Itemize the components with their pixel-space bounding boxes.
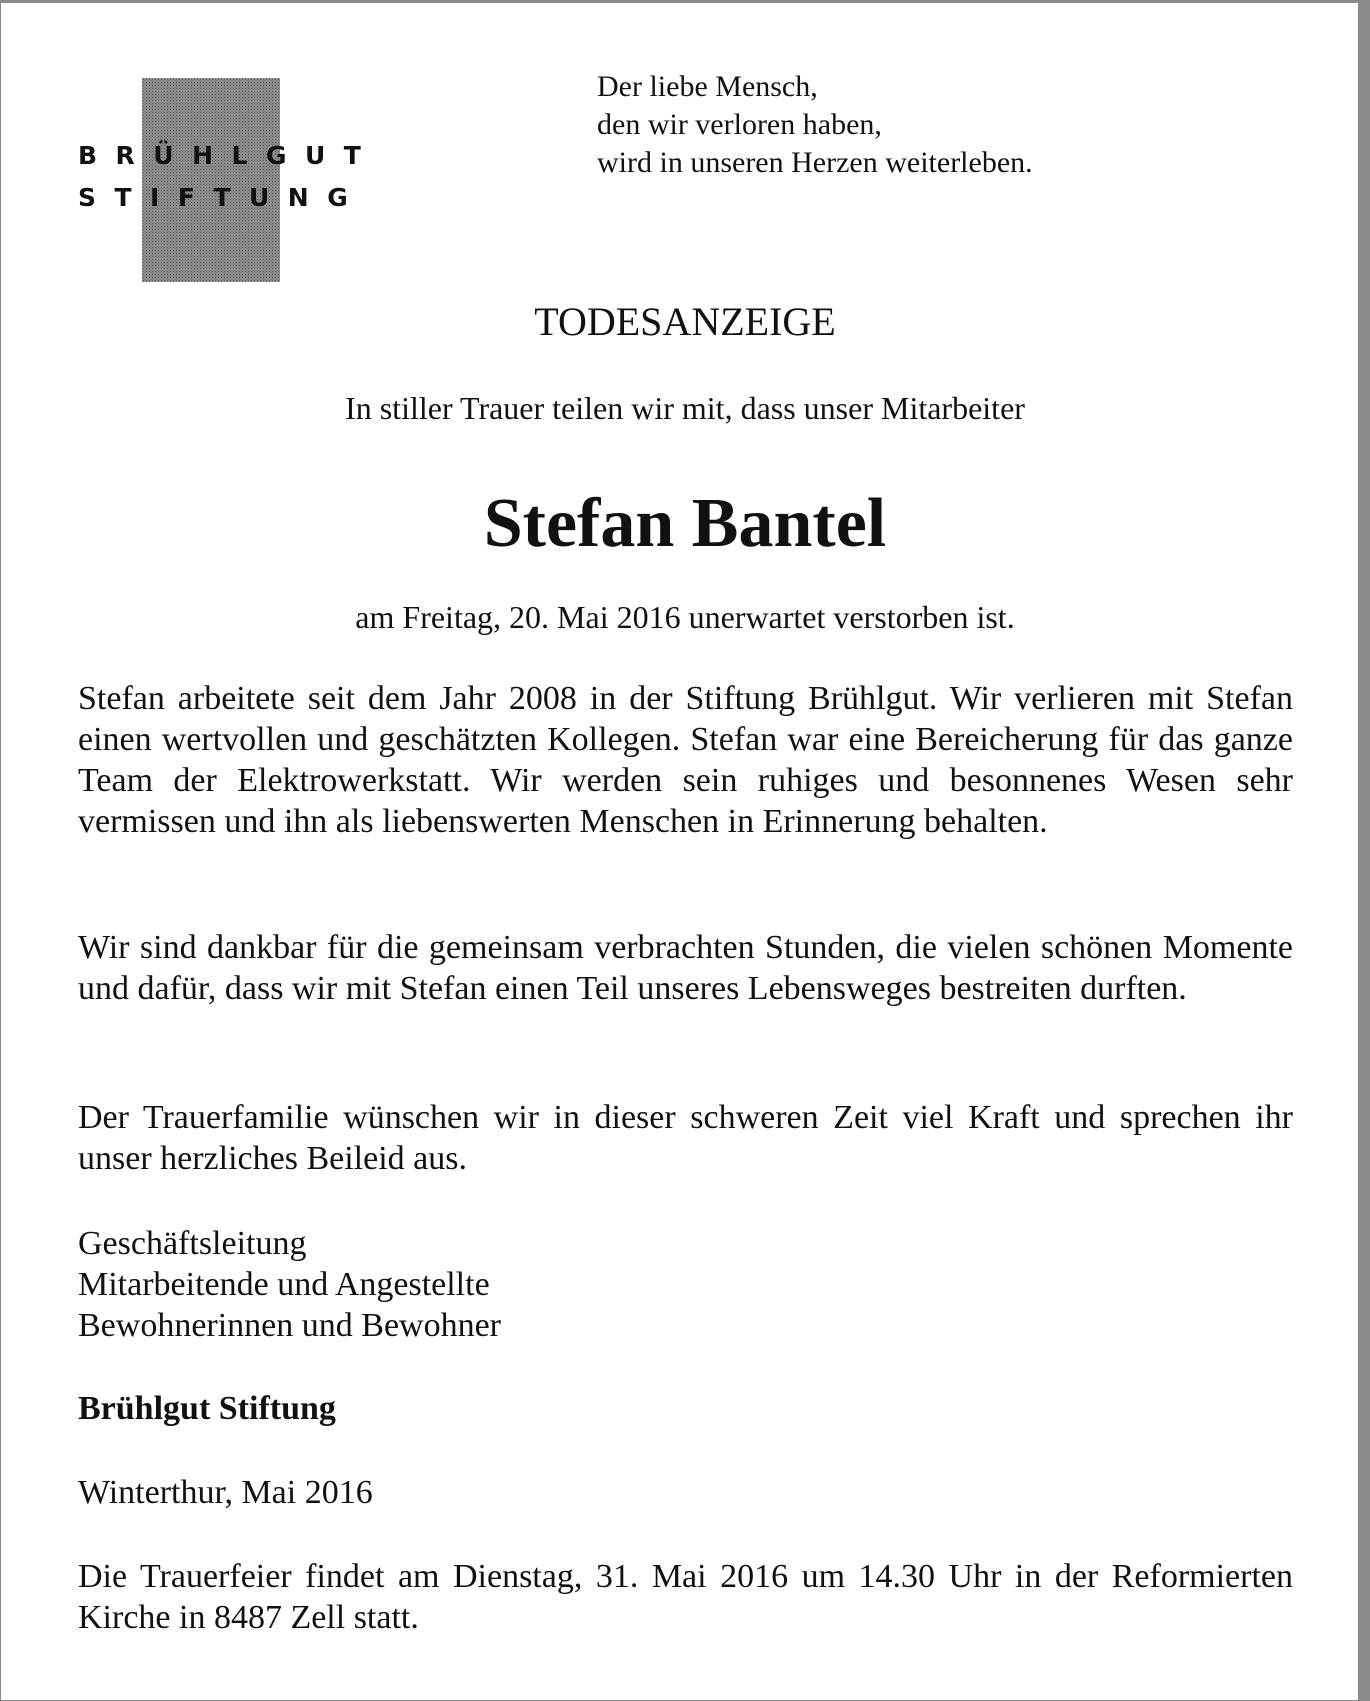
place-and-date: Winterthur, Mai 2016: [78, 1474, 373, 1511]
memorial-quote: [597, 68, 1157, 182]
logo-halftone-pattern: [142, 78, 280, 282]
deceased-name: Stefan Bantel: [483, 485, 887, 562]
signer: Mitarbeitende und Angestellte: [78, 1266, 490, 1303]
signer: Bewohnerinnen und Bewohner: [78, 1307, 502, 1344]
date-of-death-text: am Freitag, 20. Mai 2016 unerwartet verstorben ist.: [355, 599, 1015, 635]
ceremony-info: Die Trauerfeier findet am Dienstag, 31. Mai 2016 um 14.30 Uhr in der Reformierten Kirche in 8487 Zell statt.: [78, 1558, 1293, 1636]
logo-text-line-1: BRÜHLGUT: [78, 141, 380, 170]
notice-title: TODESANZEIGE: [534, 299, 836, 344]
logo-text-line-2: STIFTUNG: [78, 183, 367, 212]
paragraph-gratitude: Wir sind dankbar für die gemeinsam verbrachten Stunden, die vielen schönen Momente und dafür, dass wir mit Stefan einen Teil unseres Lebensweges bestreiten durften.: [78, 929, 1293, 1007]
signers-list: [78, 1223, 501, 1346]
quote-line: den wir verloren haben,: [597, 108, 882, 141]
quote-line: Der liebe Mensch,: [597, 70, 818, 103]
intro-text: In stiller Trauer teilen wir mit, dass unser Mitarbeiter: [345, 390, 1025, 426]
bruehlgut-stiftung-logo: [78, 78, 380, 284]
paragraph-tribute: Stefan arbeitete seit dem Jahr 2008 in der Stiftung Brühlgut. Wir verlieren mit Stefan einen wertvollen und geschätzten Kollegen. Stefan war eine Bereicherung für das ganze Team der Elektrowerkstatt. Wir werden sein ruhiges und besonnenes Wesen sehr vermissen und ihn als liebenswerten Menschen in Erinnerung behalten.: [78, 680, 1293, 840]
paragraph-condolences: Der Trauerfamilie wünschen wir in dieser schweren Zeit viel Kraft und sprechen ihr unser herzliches Beileid aus.: [78, 1099, 1293, 1177]
organization-name: Brühlgut Stiftung: [78, 1390, 336, 1427]
signer: Geschäftsleitung: [78, 1225, 307, 1262]
quote-line: wird in unseren Herzen weiterleben.: [597, 146, 1033, 179]
